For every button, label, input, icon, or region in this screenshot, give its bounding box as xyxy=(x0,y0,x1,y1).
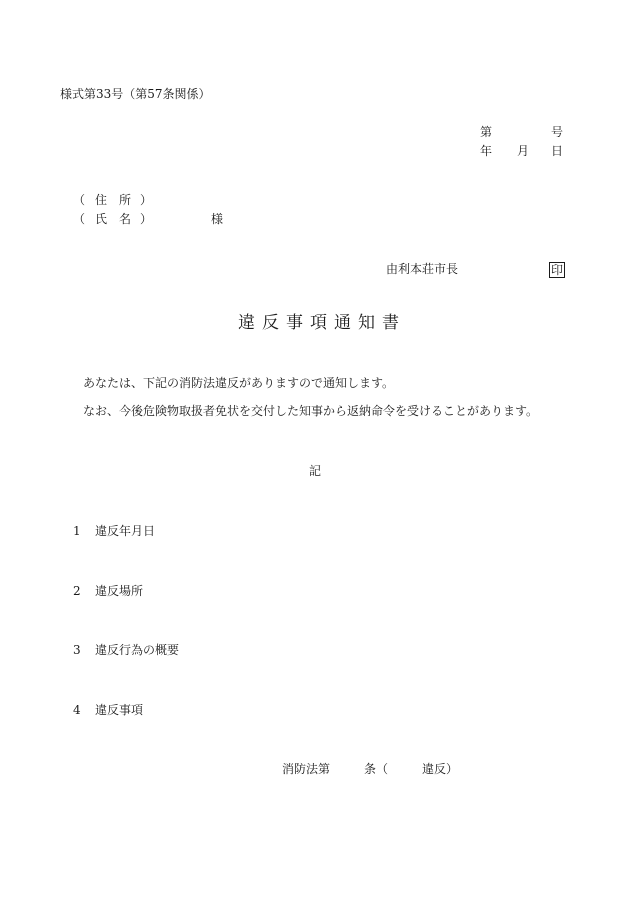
item-number: 3 xyxy=(73,643,81,657)
address-open-paren: （ xyxy=(73,193,86,207)
name-close-paren: ） xyxy=(140,212,153,226)
address-label: 住 所 xyxy=(95,193,132,207)
date-month: 月 xyxy=(517,144,530,158)
body-line-2: なお、今後危険物取扱者免状を交付した知事から返納命令を受けることがあります。 xyxy=(83,404,539,418)
law-ref-prefix: 消防法第 xyxy=(282,762,331,776)
seal-mark xyxy=(549,262,565,278)
name-open-paren: （ xyxy=(73,212,86,226)
item-number: 1 xyxy=(73,524,81,538)
item-label: 違反行為の概要 xyxy=(95,643,180,657)
number-prefix: 第 xyxy=(480,125,493,139)
item-label: 違反事項 xyxy=(95,703,144,717)
document-title: 違反事項通知書 xyxy=(238,313,406,333)
item-label: 違反場所 xyxy=(95,584,144,598)
item-label: 違反年月日 xyxy=(95,524,156,538)
body-line-1: あなたは、下記の消防法違反がありますので通知します。 xyxy=(83,376,395,390)
ki-heading: 記 xyxy=(309,464,322,478)
number-suffix: 号 xyxy=(551,125,564,139)
date-day: 日 xyxy=(551,144,564,158)
law-ref-article: 条（ xyxy=(364,762,389,776)
law-ref-suffix: 違反） xyxy=(422,762,459,776)
honorific: 様 xyxy=(211,212,224,226)
item-number: 2 xyxy=(73,584,81,598)
date-year: 年 xyxy=(480,144,493,158)
item-number: 4 xyxy=(73,703,81,717)
issuer-title: 由利本荘市長 xyxy=(386,262,459,276)
form-label: 様式第33号（第57条関係） xyxy=(60,87,211,101)
seal-label: 印 xyxy=(551,263,564,277)
address-close-paren: ） xyxy=(140,193,153,207)
name-label: 氏 名 xyxy=(95,212,132,226)
